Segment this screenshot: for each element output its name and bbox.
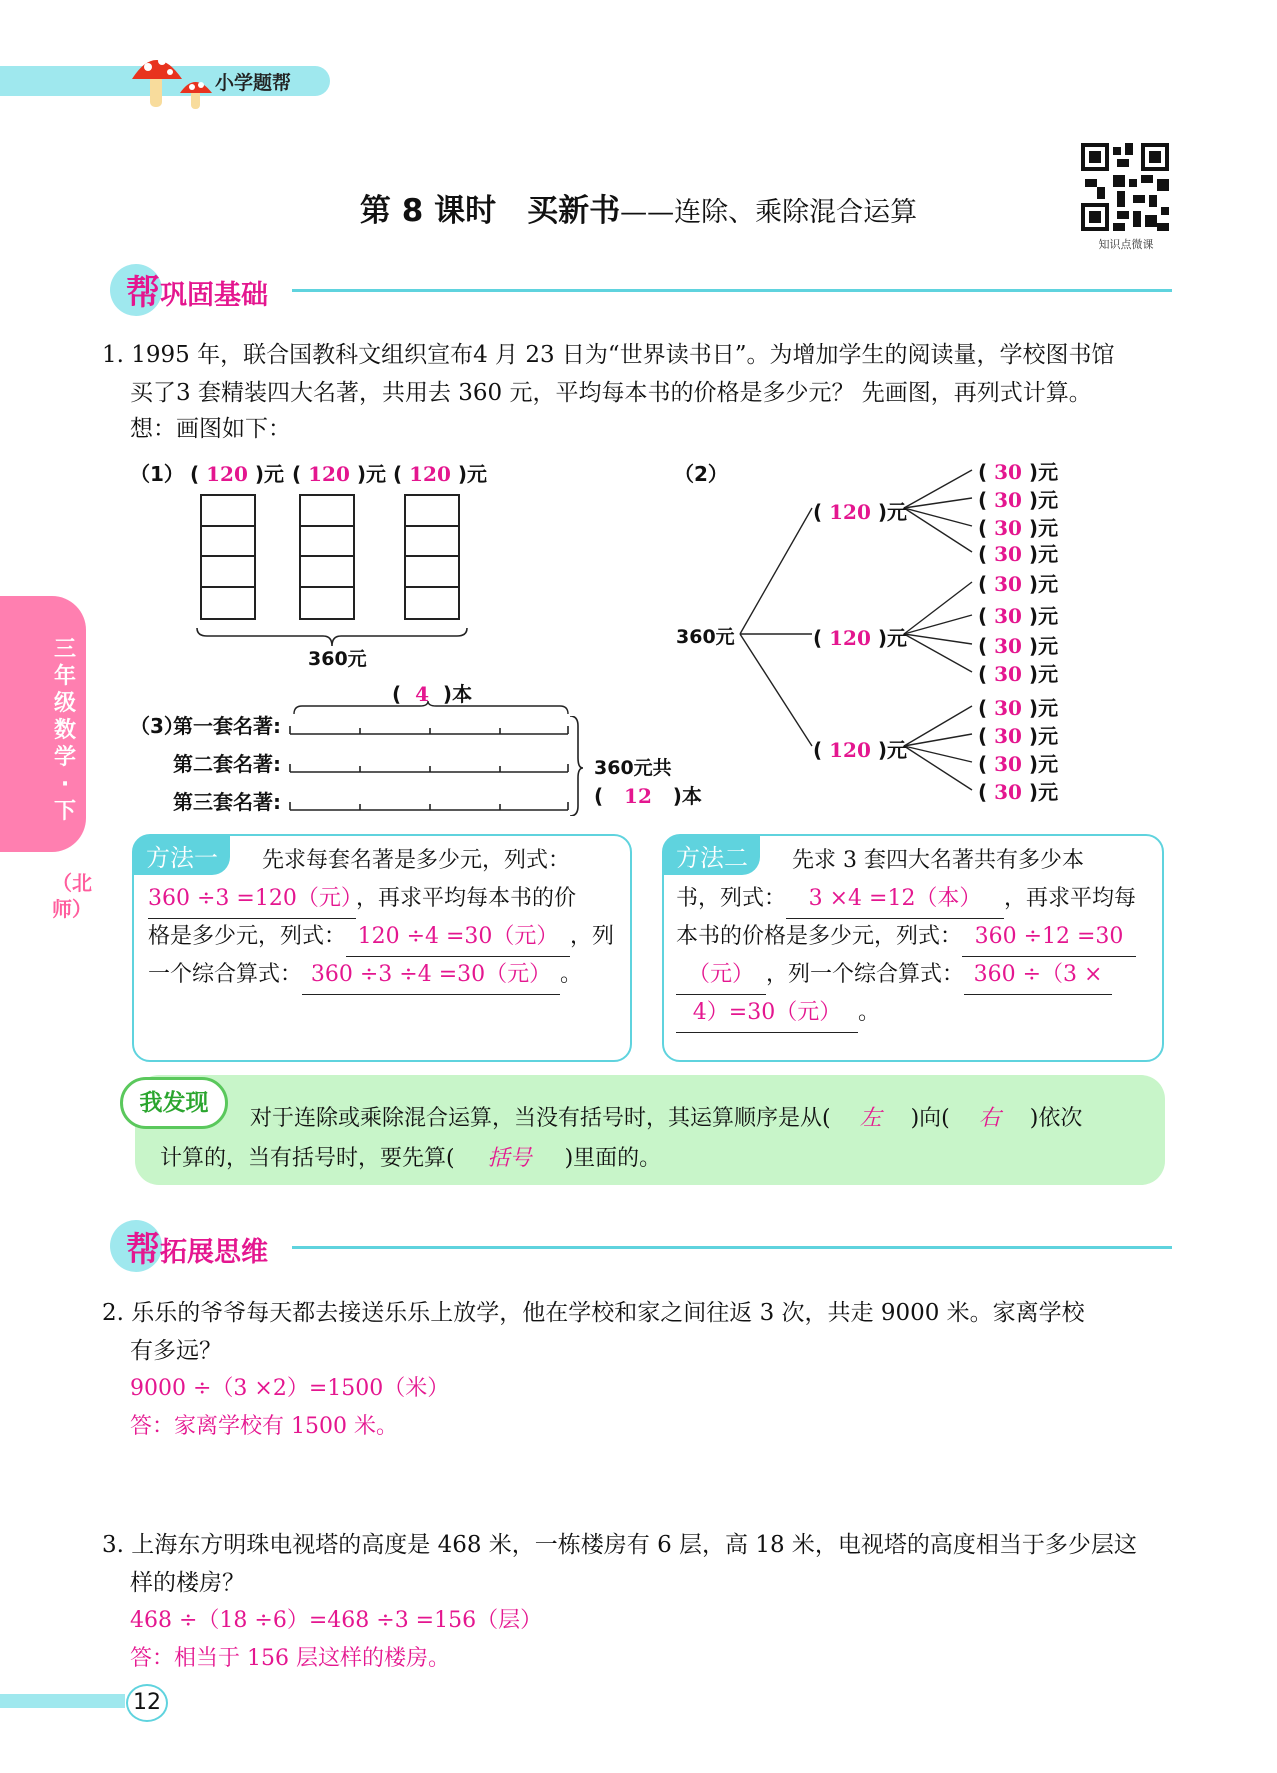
method1-line4: [148, 956, 582, 995]
method2-text4: 本书的价格是多少元，列式：: [676, 924, 963, 949]
brand-name: 小学题帮: [215, 72, 292, 94]
mushroom-logo-icon: [128, 45, 218, 115]
discover-answer-right: 右: [978, 1106, 1001, 1131]
diag2-leaf-unit: 元: [1038, 752, 1059, 776]
discover-line2: [160, 1140, 661, 1178]
method2-text3: ，再求平均每: [1004, 886, 1137, 911]
diag2-branch-2-unit: 元: [886, 626, 907, 650]
diag2-branch-3: ( 120 )元: [813, 738, 907, 762]
diag1-unit-c: 元: [466, 462, 487, 486]
q1-line2: 买了3 套精装四大名著，共用去 360 元，平均每本书的价格是多少元？ 先画图，再列式计算。: [130, 380, 1092, 406]
diag2-leaf: ( 30 )元: [978, 516, 1059, 540]
method2-line4: [676, 956, 1112, 995]
method1-text1: 先求每套名著是多少元，列式：: [262, 848, 571, 873]
diag1-value-a: 120: [206, 462, 248, 486]
diag2-leaf-unit: 元: [1038, 572, 1059, 596]
diag2-leaf-unit: 元: [1038, 696, 1059, 720]
diag2-leaf-value: 30: [994, 572, 1022, 596]
diag3-top-value: 4: [415, 682, 429, 706]
method2-answer1: 3 ×4 =12（本）: [786, 880, 1004, 919]
diag2-leaf: ( 30 )元: [978, 780, 1059, 804]
diag2-leaf-unit: 元: [1038, 662, 1059, 686]
section1-label: 巩固基础: [160, 280, 268, 311]
discover-line1: [250, 1100, 1082, 1138]
diag2-leaf-unit: 元: [1038, 516, 1059, 540]
method2-tag: 方法二: [664, 836, 760, 875]
diag1-value-b: 120: [308, 462, 350, 486]
method1-text4: ，列: [570, 924, 615, 949]
diag2-branch-3-value: 120: [829, 738, 871, 762]
diag3-top-unit: 本: [452, 682, 473, 706]
diag2-leaf-unit: 元: [1038, 488, 1059, 512]
diag2-leaf: ( 30 )元: [978, 488, 1059, 512]
method1-answer2: 120 ÷4 =30（元）: [346, 918, 570, 957]
q2-answer-sentence: 答：家离学校有 1500 米。: [130, 1414, 398, 1439]
diag2-leaf-unit: 元: [1038, 604, 1059, 628]
method1-answer3: 360 ÷3 ÷4 =30（元）: [302, 956, 560, 995]
discover-text2: )向(: [910, 1106, 950, 1131]
method1-text3: 格是多少元，列式：: [148, 924, 347, 949]
q2-answer-formula: 9000 ÷（3 ×2）=1500（米）: [130, 1376, 450, 1401]
q3-answer-formula: 468 ÷（18 ÷6）=468 ÷3 =156（层）: [130, 1608, 543, 1633]
diag1-unit-a: 元: [263, 462, 284, 486]
method2-line5: [676, 994, 880, 1033]
diag2-leaf-unit: 元: [1038, 634, 1059, 658]
diag2-leaf-unit: 元: [1038, 460, 1059, 484]
qr-code-icon[interactable]: [1081, 143, 1169, 231]
method1-text2: ，再求平均每本书的价: [356, 886, 577, 911]
diag1-unit-b: 元: [365, 462, 386, 486]
section1-title: [126, 265, 268, 314]
discover-answer-brackets: 括号: [487, 1146, 532, 1171]
diag3-row-3: 第三套名著:: [173, 790, 281, 814]
diag2-leaf-value: 30: [994, 488, 1022, 512]
diag1-label: （1）: [130, 462, 184, 486]
method2-line2: [676, 880, 1136, 919]
diag2-leaf-value: 30: [994, 696, 1022, 720]
method1-answer1: 360 ÷3 =120（元）: [148, 880, 356, 919]
q2-line2: 有多远？: [130, 1338, 222, 1364]
diag1-value-c: 120: [409, 462, 451, 486]
diag3-total-unit: 本: [681, 784, 702, 808]
diag2-leaf-value: 30: [994, 662, 1022, 686]
title-main: 第 8 课时 买新书: [359, 193, 621, 229]
diag3-row-1: 第一套名著:: [173, 714, 281, 738]
discover-text5: )里面的。: [564, 1146, 662, 1171]
q3-line1: 3. 上海东方明珠电视塔的高度是 468 米，一栋楼房有 6 层，高 18 米，电视塔的高度相当于多少层这: [102, 1532, 1137, 1558]
discover-answer-left: 左: [859, 1106, 882, 1131]
diag2-label: （2）: [674, 462, 728, 486]
method1-line3: [148, 918, 614, 957]
q1-line1: 1. 1995 年，联合国教科文组织宣布4 月 23 日为“世界读书日”。为增加学生的阅读量，学校图书馆: [102, 342, 1115, 368]
method2-answer2b: （元）: [676, 956, 766, 995]
diag2-leaf: ( 30 )元: [978, 752, 1059, 776]
diag2-branch-1-unit: 元: [886, 500, 907, 524]
footer-band: [0, 1694, 125, 1708]
diag2-branch-2: ( 120 )元: [813, 626, 907, 650]
title-sub: ——连除、乘除混合运算: [620, 197, 918, 228]
diag3-bars: [288, 716, 583, 816]
side-tab-edition: （北师）: [52, 871, 92, 921]
diag2-leaf: ( 30 )元: [978, 662, 1059, 686]
diag2-leaf-value: 30: [994, 604, 1022, 628]
section2-title: [126, 1222, 268, 1271]
diag2-leaf-value: 30: [994, 634, 1022, 658]
method2-text1: 先求 3 套四大名著共有多少本: [792, 848, 1084, 873]
method2-text2: 书，列式：: [676, 886, 787, 911]
method1-line2: [148, 880, 576, 919]
method2-text5: ，列一个综合算式：: [766, 962, 965, 987]
diag1-set-a: ( 120 )元: [190, 462, 284, 486]
diag3-total-value: 12: [624, 784, 652, 808]
diag3-brace-top: [292, 700, 578, 716]
diag1-total: 360元: [308, 648, 367, 670]
diag1-set-b: ( 120 )元: [292, 462, 386, 486]
discover-text3: )依次: [1029, 1106, 1083, 1131]
diag2-leaf: ( 30 )元: [978, 604, 1059, 628]
diag2-leaf: ( 30 )元: [978, 542, 1059, 566]
discover-tag: 我发现: [120, 1077, 228, 1129]
diag3-top: ( 4 )本: [392, 682, 473, 706]
diag2-leaf-unit: 元: [1038, 724, 1059, 748]
method1-text6: 。: [560, 962, 583, 987]
diag3-row-2: 第二套名著:: [173, 752, 281, 776]
method2-line3: [676, 918, 1136, 957]
qr-caption: 知识点微课: [1098, 238, 1154, 251]
discover-text4: 计算的，当有括号时，要先算(: [160, 1146, 455, 1171]
diag2-leaf: ( 30 )元: [978, 572, 1059, 596]
q3-answer-sentence: 答：相当于 156 层这样的楼房。: [130, 1646, 450, 1671]
diag2-leaf-value: 30: [994, 724, 1022, 748]
diag2-leaf-unit: 元: [1038, 542, 1059, 566]
diag2-leaf: ( 30 )元: [978, 634, 1059, 658]
method2-text6: 。: [858, 1000, 881, 1025]
diag2-leaf-value: 30: [994, 516, 1022, 540]
method2-answer2a: 360 ÷12 =30: [962, 918, 1136, 957]
section2-divider: [292, 1246, 1172, 1249]
q2-line1: 2. 乐乐的爷爷每天都去接送乐乐上放学，他在学校和家之间往返 3 次，共走 9000 米。家离学校: [102, 1300, 1085, 1326]
section2-label: 拓展思维: [160, 1237, 268, 1268]
diag2-leaf: ( 30 )元: [978, 460, 1059, 484]
page-number: 12: [126, 1684, 168, 1722]
diag2-branch-1: ( 120 )元: [813, 500, 907, 524]
diag2-leaf-value: 30: [994, 780, 1022, 804]
diag3-label: （3）: [130, 714, 184, 738]
method2-answer3b: 4）=30（元）: [676, 994, 858, 1033]
side-tab-label: 三年级数学·下: [53, 637, 76, 824]
diag2-branch-3-unit: 元: [886, 738, 907, 762]
method1-text5: 一个综合算式：: [148, 962, 303, 987]
section1-icon-char: 帮: [126, 273, 160, 313]
diag2-leaf-value: 30: [994, 752, 1022, 776]
diag2-leaf-unit: 元: [1038, 780, 1059, 804]
section1-divider: [292, 289, 1172, 292]
section2-icon-char: 帮: [126, 1230, 160, 1270]
discover-text1: 对于连除或乘除混合运算，当没有括号时，其运算顺序是从(: [250, 1106, 831, 1131]
q1-think: 想：画图如下：: [130, 416, 291, 442]
diag3-total-text: 360元共: [594, 757, 672, 779]
diag2-leaf: ( 30 )元: [978, 724, 1059, 748]
diag2-branch-2-value: 120: [829, 626, 871, 650]
diag2-leaf: ( 30 )元: [978, 696, 1059, 720]
q3-line2: 样的楼房？: [130, 1570, 245, 1596]
diag1-set-c: ( 120 )元: [393, 462, 487, 486]
book-set-3: [404, 494, 460, 620]
diag2-branch-1-value: 120: [829, 500, 871, 524]
method1-tag: 方法一: [134, 836, 230, 875]
book-set-2: [299, 494, 355, 620]
diag2-leaf-value: 30: [994, 460, 1022, 484]
diag2-leaf-value: 30: [994, 542, 1022, 566]
method2-answer3a: 360 ÷（3 ×: [964, 956, 1112, 995]
diag3-total: ( 12 )本: [594, 784, 702, 808]
diag2-total: 360元: [676, 626, 735, 648]
book-set-1: [200, 494, 256, 620]
